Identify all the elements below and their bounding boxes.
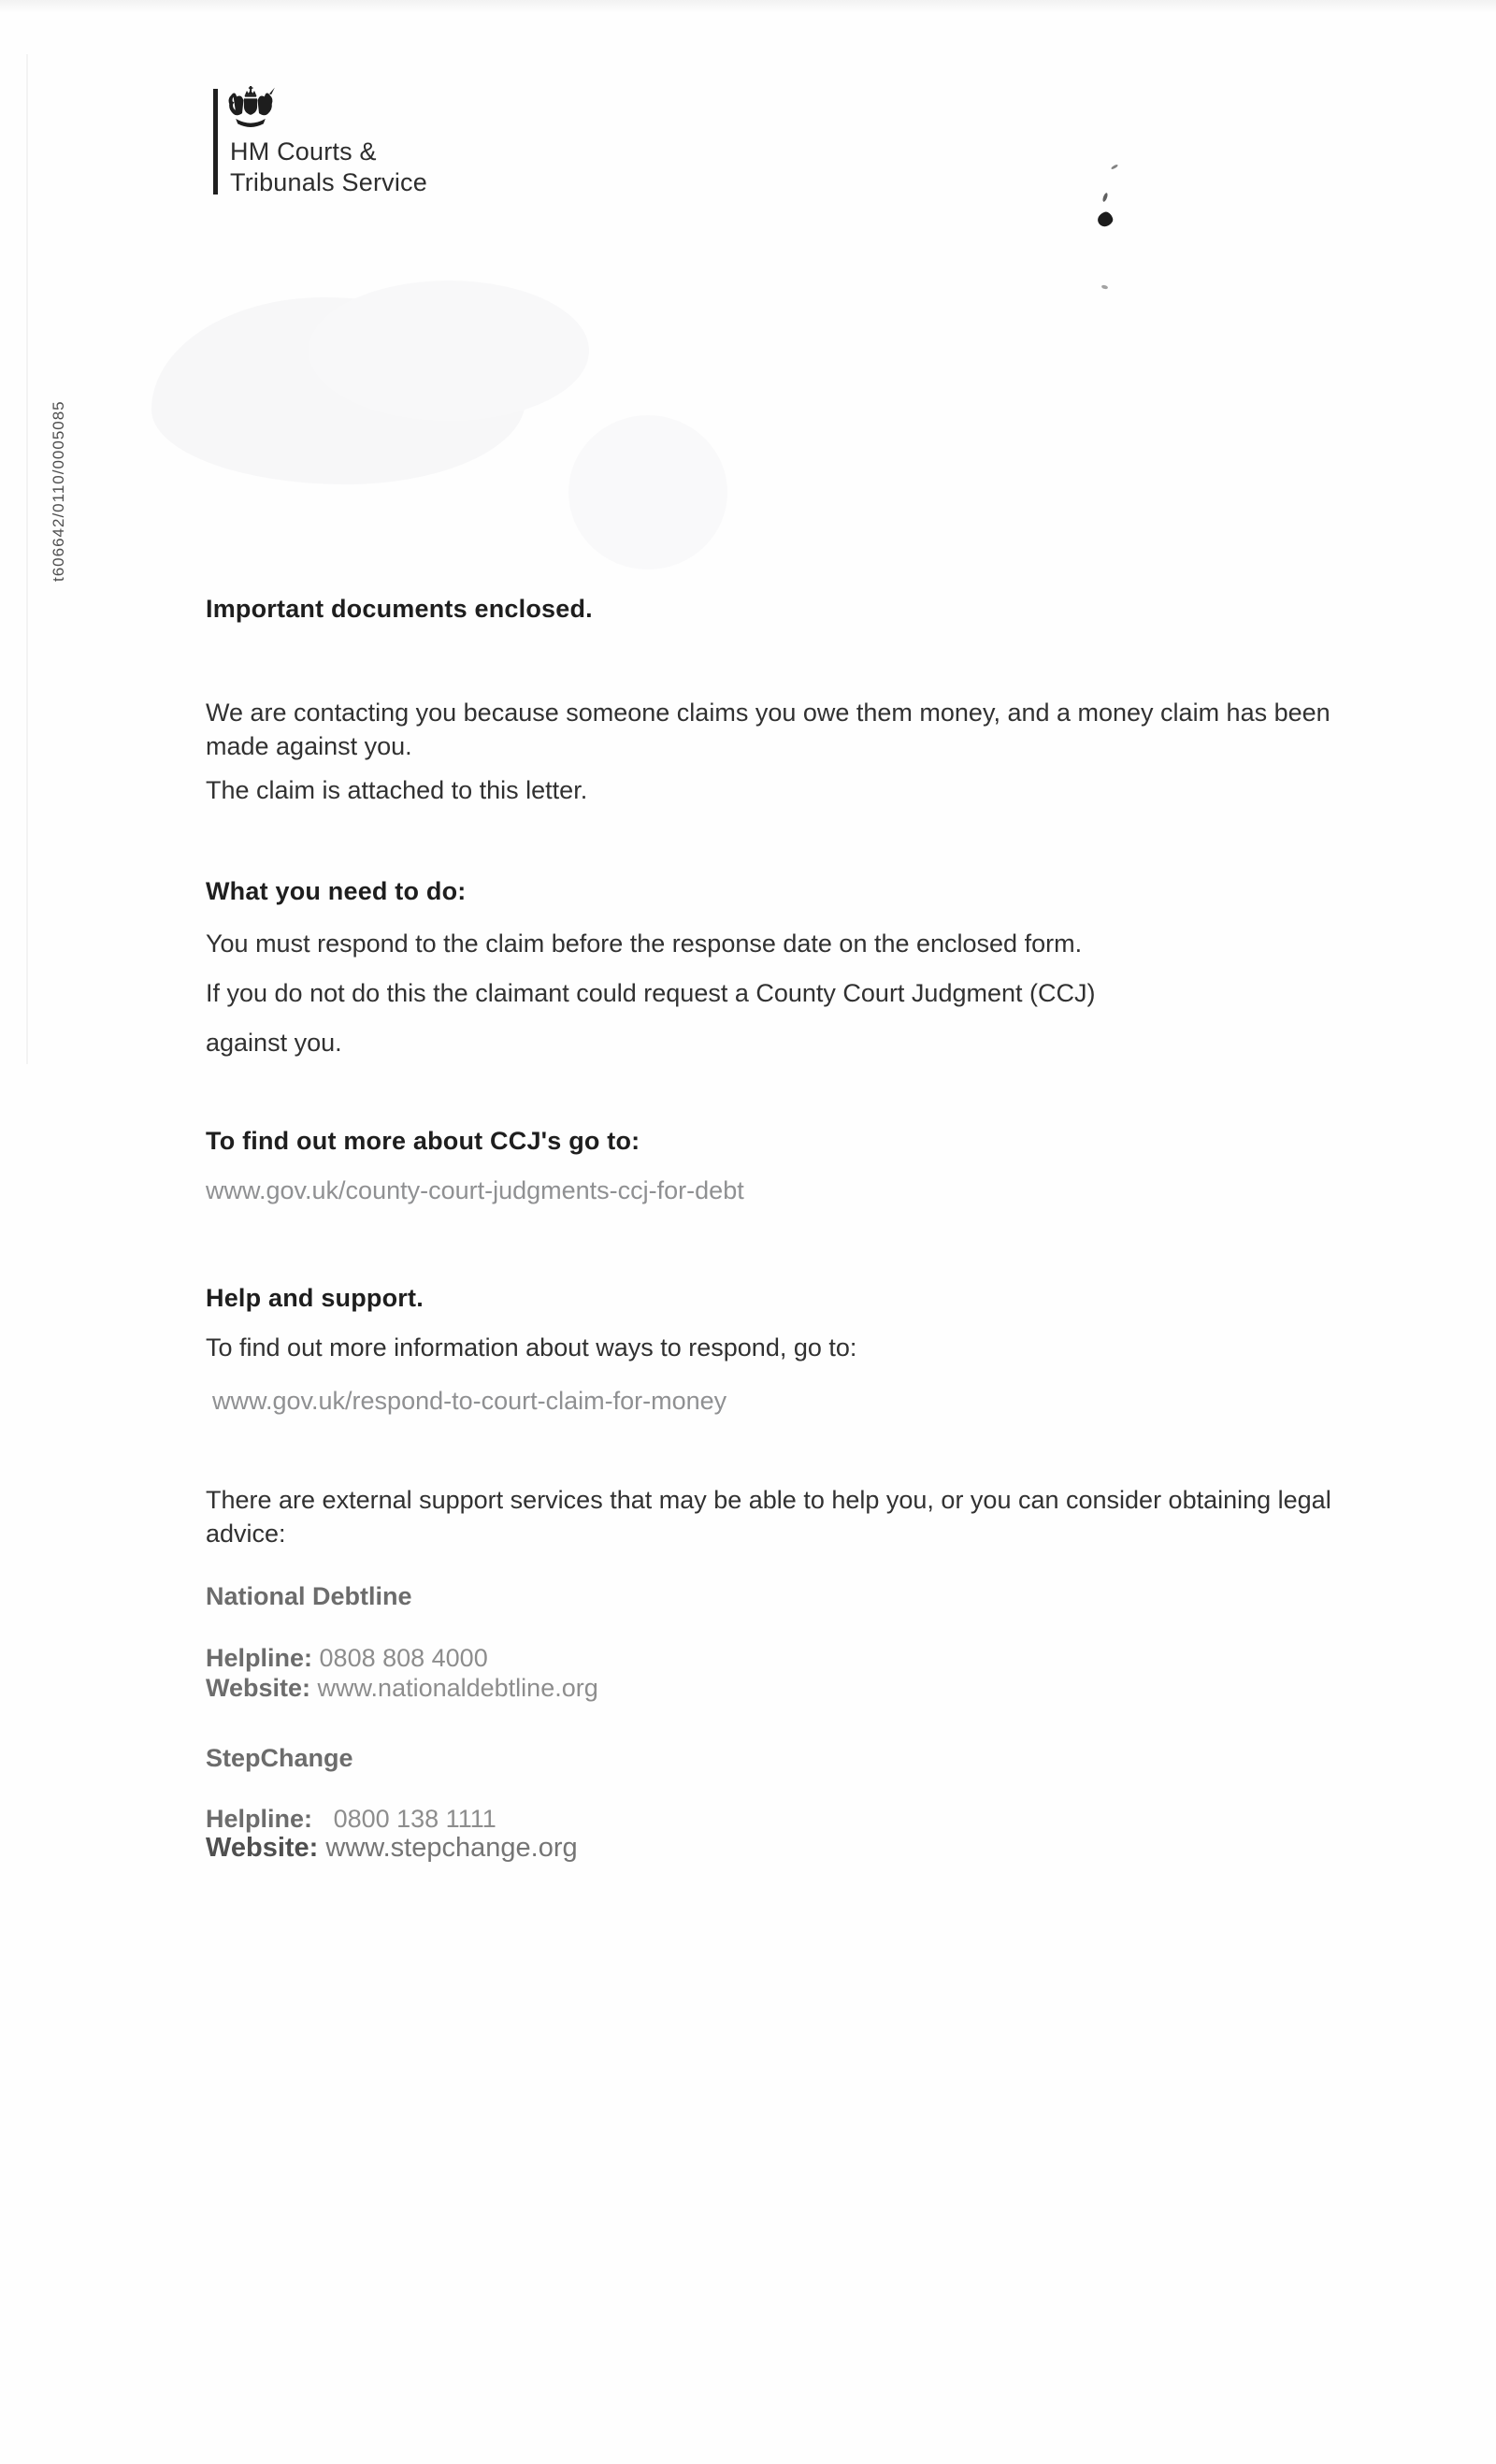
royal-coat-of-arms-icon <box>225 86 276 137</box>
help-respond-line: To find out more information about ways to respond, go to: <box>206 1333 857 1362</box>
national-debtline-name: National Debtline <box>206 1582 412 1610</box>
stepchange-helpline-row <box>206 1805 496 1834</box>
national-debtline-website-row <box>206 1674 598 1703</box>
website-label: Website: <box>206 1833 319 1863</box>
logo-org-line2: Tribunals Service <box>230 168 427 196</box>
ccj-url: www.gov.uk/county-court-judgments-ccj-for-debt <box>206 1176 744 1204</box>
logo-vertical-bar <box>213 89 218 195</box>
what-line-ccj: If you do not do this the claimant could request a County Court Judgment (CCJ) <box>206 979 1096 1007</box>
stepchange-website-row <box>206 1833 578 1864</box>
helpline-label: Helpline: <box>206 1644 313 1672</box>
help-url: www.gov.uk/respond-to-court-claim-for-money <box>212 1387 727 1415</box>
ink-speck <box>1101 284 1109 290</box>
helpline-value: 0808 808 4000 <box>319 1644 488 1672</box>
external-support-paragraph: There are external support services that may be able to help you, or you can consider obtaining legal advice: <box>206 1486 1331 1548</box>
redacted-stamp-blob <box>568 415 727 569</box>
what-line-respond: You must respond to the claim before the response date on the enclosed form. <box>206 929 1083 958</box>
what-line-against-you: against you. <box>206 1029 342 1057</box>
stepchange-name: StepChange <box>206 1744 353 1772</box>
heading-ccj-more-info: To find out more about CCJ's go to: <box>206 1127 640 1155</box>
heading-what-you-need-to-do: What you need to do: <box>206 877 467 905</box>
scan-edge-artifact <box>0 0 1496 13</box>
national-debtline-helpline-row <box>206 1644 488 1673</box>
website-label: Website: <box>206 1674 311 1702</box>
heading-help-and-support: Help and support. <box>206 1284 424 1312</box>
ink-speck <box>1101 193 1108 203</box>
intro-paragraph: We are contacting you because someone claims you owe them money, and a money claim has been made against you. <box>206 699 1331 760</box>
logo-org-line1: HM Courts & <box>230 137 377 166</box>
website-value: www.stepchange.org <box>325 1833 578 1863</box>
scan-edge-line <box>26 54 28 1064</box>
logo-org-name <box>230 137 427 198</box>
claim-attached-line: The claim is attached to this letter. <box>206 776 588 804</box>
scan-reference-code: t606642/0110/0005085 <box>50 400 67 582</box>
heading-important-documents: Important documents enclosed. <box>206 595 593 623</box>
ink-speck <box>1111 164 1118 170</box>
website-value: www.nationaldebtline.org <box>317 1674 598 1702</box>
helpline-value: 0800 138 1111 <box>333 1805 496 1833</box>
redacted-address-blob <box>309 281 589 421</box>
helpline-label: Helpline: <box>206 1805 313 1833</box>
ink-speck <box>1096 210 1115 228</box>
